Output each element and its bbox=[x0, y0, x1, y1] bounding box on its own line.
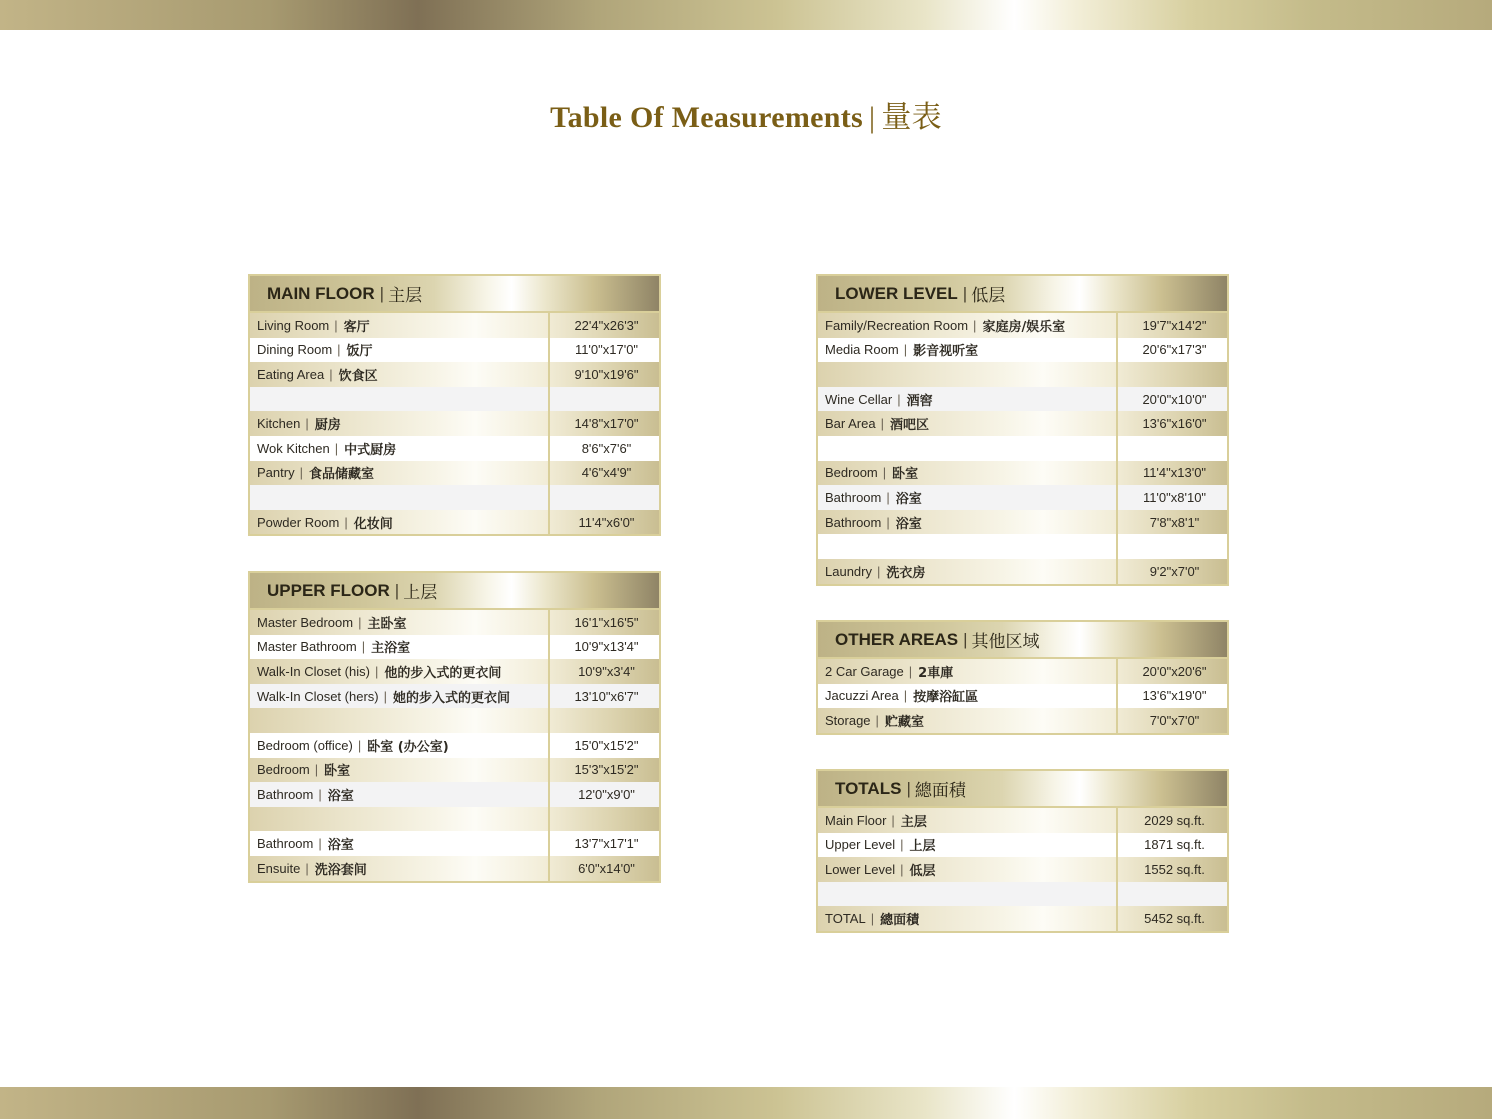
room-name-en: Walk-In Closet (his) bbox=[257, 663, 370, 679]
dimension-cell: 9'2"x7'0" bbox=[1149, 563, 1200, 579]
room-name-zh: 卧室 bbox=[892, 467, 919, 483]
room-name-cell bbox=[818, 906, 1118, 931]
table-title-en: UPPER FLOOR bbox=[267, 580, 390, 600]
room-name-cell bbox=[250, 485, 550, 510]
room-name-cell bbox=[818, 436, 1118, 461]
table-header bbox=[250, 573, 659, 610]
table-row bbox=[818, 510, 1227, 535]
dimension-cell: 10'9"x13'4" bbox=[574, 639, 639, 655]
dimension-cell: 11'0"x8'10" bbox=[1142, 489, 1207, 505]
room-name-en: Bedroom bbox=[257, 762, 310, 778]
room-name-cell bbox=[250, 684, 550, 709]
room-name-en: Bar Area bbox=[825, 416, 876, 432]
dimension-cell: 22'4"x26'3" bbox=[574, 317, 639, 333]
name-separator: | bbox=[908, 663, 913, 679]
room-name-en: Master Bathroom bbox=[257, 639, 357, 655]
table-body bbox=[818, 808, 1227, 931]
room-name-en: Storage bbox=[825, 712, 871, 728]
header-separator: | bbox=[394, 580, 400, 600]
room-name-zh: 按摩浴缸區 bbox=[913, 690, 979, 706]
header-separator: | bbox=[379, 283, 385, 303]
table-title-en: OTHER AREAS bbox=[835, 629, 959, 649]
table-title-zh: 其他区域 bbox=[971, 632, 1040, 652]
table-row bbox=[250, 362, 659, 387]
table-row bbox=[250, 807, 659, 832]
table-row bbox=[818, 833, 1227, 858]
dimension-cell bbox=[550, 485, 659, 510]
room-name-en: Living Room bbox=[257, 317, 330, 333]
dimension-cell: 5452 sq.ft. bbox=[1144, 911, 1205, 927]
room-name-cell bbox=[818, 833, 1118, 858]
dimension-cell: 20'6"x17'3" bbox=[1142, 342, 1207, 358]
table-row bbox=[250, 411, 659, 436]
room-name-zh: 總面積 bbox=[880, 913, 920, 929]
table-title-zh: 低层 bbox=[971, 286, 1006, 306]
room-name-zh: 浴室 bbox=[327, 838, 354, 854]
name-separator: | bbox=[891, 812, 895, 828]
room-name-en: Family/Recreation Room bbox=[825, 317, 969, 333]
table-row bbox=[818, 485, 1227, 510]
dimension-cell bbox=[1118, 534, 1227, 559]
dimension-cell: 13'6"x16'0" bbox=[1142, 416, 1207, 432]
page-title bbox=[0, 92, 1492, 136]
room-name-cell bbox=[250, 659, 550, 684]
table-row bbox=[818, 411, 1227, 436]
dimension-cell: 4'6"x4'9" bbox=[581, 465, 632, 481]
page-title-zh: 量表 bbox=[881, 100, 942, 135]
room-name-zh: 主浴室 bbox=[371, 641, 411, 657]
name-separator: | bbox=[361, 639, 366, 655]
name-separator: | bbox=[886, 514, 890, 530]
room-name-zh: 主卧室 bbox=[367, 616, 407, 632]
table-row bbox=[818, 906, 1227, 931]
name-separator: | bbox=[903, 342, 908, 358]
room-name-zh: 化妆间 bbox=[353, 516, 393, 532]
room-name-cell bbox=[818, 485, 1118, 510]
name-separator: | bbox=[374, 663, 379, 679]
dimension-cell: 8'6"x7'6" bbox=[581, 440, 632, 456]
table-row bbox=[250, 708, 659, 733]
dimension-cell: 19'7"x14'2" bbox=[1142, 317, 1207, 333]
room-name-cell bbox=[818, 362, 1118, 387]
table-row bbox=[250, 659, 659, 684]
room-name-en: Wok Kitchen bbox=[257, 440, 330, 456]
table-row bbox=[818, 857, 1227, 882]
dimension-cell: 7'8"x8'1" bbox=[1149, 514, 1200, 530]
table-row bbox=[818, 338, 1227, 363]
table-row bbox=[250, 733, 659, 758]
name-separator: | bbox=[318, 836, 322, 852]
room-name-zh: 她的步入式的更衣间 bbox=[393, 690, 511, 706]
room-name-cell bbox=[250, 782, 550, 807]
room-name-cell bbox=[818, 857, 1118, 882]
room-name-cell bbox=[250, 362, 550, 387]
dimension-cell bbox=[1118, 436, 1227, 461]
dimension-cell: 20'0"x20'6" bbox=[1142, 663, 1207, 679]
name-separator: | bbox=[870, 911, 875, 927]
room-name-en: Main Floor bbox=[825, 812, 887, 828]
table-body bbox=[250, 610, 659, 881]
room-name-en: Master Bedroom bbox=[257, 614, 354, 630]
room-name-en: Upper Level bbox=[825, 837, 896, 853]
room-name-en: Jacuzzi Area bbox=[825, 688, 899, 704]
table-row bbox=[250, 782, 659, 807]
room-name-en: Dining Room bbox=[257, 342, 333, 358]
dimension-cell: 16'1"x16'5" bbox=[574, 614, 639, 630]
name-separator: | bbox=[875, 712, 879, 728]
header-separator: | bbox=[906, 778, 911, 798]
table-body bbox=[818, 659, 1227, 733]
table-row bbox=[250, 758, 659, 783]
room-name-zh: 酒吧区 bbox=[889, 418, 929, 434]
room-name-en: Eating Area bbox=[257, 366, 325, 382]
table-header bbox=[818, 276, 1227, 313]
table-body bbox=[250, 313, 659, 534]
room-name-en: Media Room bbox=[825, 342, 899, 358]
room-name-en: Bedroom (office) bbox=[257, 737, 353, 753]
room-name-zh: 浴室 bbox=[327, 788, 354, 804]
name-separator: | bbox=[876, 563, 881, 579]
name-separator: | bbox=[334, 440, 339, 456]
room-name-zh: 卧室 bbox=[324, 764, 351, 780]
room-name-cell bbox=[250, 610, 550, 635]
dimension-cell: 13'7"x17'1" bbox=[574, 836, 639, 852]
room-name-en: Ensuite bbox=[257, 860, 301, 876]
table-row bbox=[818, 684, 1227, 709]
table-title-en: LOWER LEVEL bbox=[835, 283, 958, 303]
table-row bbox=[250, 831, 659, 856]
table-title-en: TOTALS bbox=[835, 778, 902, 798]
room-name-en: Kitchen bbox=[257, 416, 301, 432]
room-name-cell bbox=[818, 559, 1118, 584]
dimension-cell bbox=[550, 708, 659, 733]
room-name-zh: 卧室 (办公室) bbox=[367, 739, 449, 755]
room-name-cell bbox=[818, 534, 1118, 559]
room-name-zh: 厨房 bbox=[314, 418, 341, 434]
table-row bbox=[250, 856, 659, 881]
room-name-zh: 家庭房/娱乐室 bbox=[982, 319, 1066, 335]
dimension-cell bbox=[1118, 362, 1227, 387]
top-gold-band bbox=[0, 0, 1492, 30]
dimension-cell: 12'0"x9'0" bbox=[578, 786, 635, 802]
room-name-en: Laundry bbox=[825, 563, 872, 579]
table-body bbox=[818, 313, 1227, 584]
room-name-cell bbox=[250, 338, 550, 363]
page-title-en: Table Of Measurements bbox=[550, 101, 864, 134]
page-title-separator: | bbox=[869, 101, 876, 134]
name-separator: | bbox=[299, 465, 303, 481]
dimension-cell: 9'10"x19'6" bbox=[574, 366, 639, 382]
name-separator: | bbox=[383, 688, 387, 704]
table-header bbox=[818, 622, 1227, 659]
table-row bbox=[250, 510, 659, 535]
table-row bbox=[818, 882, 1227, 907]
table-row bbox=[250, 635, 659, 660]
table-title-en: MAIN FLOOR bbox=[267, 283, 375, 303]
table-row bbox=[818, 387, 1227, 412]
dimension-cell bbox=[550, 807, 659, 832]
room-name-cell bbox=[250, 510, 550, 535]
table-header bbox=[818, 771, 1227, 808]
table-row bbox=[818, 362, 1227, 387]
room-name-cell bbox=[250, 411, 550, 436]
dimension-cell: 2029 sq.ft. bbox=[1144, 812, 1205, 828]
room-name-zh: 上层 bbox=[909, 839, 936, 855]
room-name-cell bbox=[250, 831, 550, 856]
room-name-en: Powder Room bbox=[257, 514, 340, 530]
room-name-cell bbox=[250, 733, 550, 758]
dimension-cell: 7'0"x7'0" bbox=[1149, 712, 1200, 728]
table-row bbox=[818, 313, 1227, 338]
table-totals bbox=[816, 769, 1229, 933]
name-separator: | bbox=[882, 465, 887, 481]
table-other-areas bbox=[816, 620, 1229, 735]
table-title-zh: 總面積 bbox=[914, 781, 966, 801]
room-name-cell bbox=[818, 708, 1118, 733]
dimension-cell: 15'0"x15'2" bbox=[574, 737, 639, 753]
room-name-zh: 浴室 bbox=[895, 516, 922, 532]
room-name-zh: 2車庫 bbox=[918, 665, 954, 681]
room-name-en: Pantry bbox=[257, 465, 295, 481]
room-name-cell bbox=[250, 387, 550, 412]
room-name-en: Bathroom bbox=[257, 786, 314, 802]
room-name-en: 2 Car Garage bbox=[825, 663, 904, 679]
dimension-cell: 11'0"x17'0" bbox=[574, 342, 639, 358]
room-name-cell bbox=[818, 510, 1118, 535]
name-separator: | bbox=[903, 688, 908, 704]
table-row bbox=[818, 534, 1227, 559]
table-upper-floor bbox=[248, 571, 661, 883]
room-name-cell bbox=[250, 635, 550, 660]
table-row bbox=[250, 387, 659, 412]
table-row bbox=[818, 659, 1227, 684]
dimension-cell: 11'4"x6'0" bbox=[578, 514, 635, 530]
room-name-en: Bathroom bbox=[825, 489, 882, 505]
table-title-zh: 上层 bbox=[403, 583, 438, 603]
room-name-en: Walk-In Closet (hers) bbox=[257, 688, 379, 704]
table-lower-level bbox=[816, 274, 1229, 586]
name-separator: | bbox=[305, 416, 309, 432]
name-separator: | bbox=[329, 366, 333, 382]
room-name-zh: 洗浴套间 bbox=[314, 862, 367, 878]
room-name-zh: 饮食区 bbox=[338, 368, 378, 384]
name-separator: | bbox=[305, 860, 309, 876]
room-name-zh: 饭厅 bbox=[346, 344, 373, 360]
name-separator: | bbox=[344, 514, 348, 530]
name-separator: | bbox=[880, 416, 884, 432]
room-name-cell bbox=[818, 659, 1118, 684]
name-separator: | bbox=[314, 762, 319, 778]
room-name-zh: 浴室 bbox=[895, 491, 922, 507]
room-name-cell bbox=[250, 758, 550, 783]
room-name-cell bbox=[250, 807, 550, 832]
header-separator: | bbox=[962, 283, 968, 303]
room-name-zh: 他的步入式的更衣间 bbox=[384, 665, 502, 681]
dimension-cell: 11'4"x13'0" bbox=[1142, 465, 1207, 481]
room-name-zh: 食品储藏室 bbox=[308, 467, 374, 483]
table-header bbox=[250, 276, 659, 313]
room-name-cell bbox=[250, 313, 550, 338]
room-name-cell bbox=[818, 411, 1118, 436]
room-name-cell bbox=[818, 684, 1118, 709]
table-row bbox=[250, 610, 659, 635]
table-title-zh: 主层 bbox=[388, 286, 423, 306]
room-name-cell bbox=[818, 338, 1118, 363]
room-name-cell bbox=[818, 313, 1118, 338]
room-name-cell bbox=[818, 387, 1118, 412]
room-name-en: Bathroom bbox=[825, 514, 882, 530]
room-name-zh: 贮藏室 bbox=[884, 714, 924, 730]
table-row bbox=[818, 436, 1227, 461]
name-separator: | bbox=[337, 342, 341, 358]
name-separator: | bbox=[886, 489, 890, 505]
table-row bbox=[250, 313, 659, 338]
table-row bbox=[818, 559, 1227, 584]
dimension-cell: 1871 sq.ft. bbox=[1144, 837, 1205, 853]
name-separator: | bbox=[897, 391, 901, 407]
room-name-zh: 低层 bbox=[909, 863, 936, 879]
name-separator: | bbox=[357, 737, 362, 753]
room-name-cell bbox=[250, 461, 550, 486]
name-separator: | bbox=[334, 317, 338, 333]
dimension-cell: 15'3"x15'2" bbox=[574, 762, 639, 778]
table-row bbox=[250, 461, 659, 486]
dimension-cell: 1552 sq.ft. bbox=[1144, 861, 1205, 877]
room-name-en: Wine Cellar bbox=[825, 391, 893, 407]
room-name-cell bbox=[818, 808, 1118, 833]
name-separator: | bbox=[900, 861, 904, 877]
table-main-floor bbox=[248, 274, 661, 536]
table-row bbox=[250, 338, 659, 363]
dimension-cell: 14'8"x17'0" bbox=[574, 416, 639, 432]
table-row bbox=[818, 708, 1227, 733]
room-name-cell bbox=[250, 436, 550, 461]
bottom-gold-band bbox=[0, 1087, 1492, 1119]
room-name-zh: 洗衣房 bbox=[886, 565, 926, 581]
room-name-en: TOTAL bbox=[825, 911, 866, 927]
table-row bbox=[250, 485, 659, 510]
table-row bbox=[818, 461, 1227, 486]
room-name-en: Bathroom bbox=[257, 836, 314, 852]
room-name-cell bbox=[250, 856, 550, 881]
table-row bbox=[250, 684, 659, 709]
table-row bbox=[818, 808, 1227, 833]
room-name-cell bbox=[250, 708, 550, 733]
dimension-cell: 13'6"x19'0" bbox=[1142, 688, 1207, 704]
name-separator: | bbox=[318, 786, 322, 802]
dimension-cell bbox=[1118, 882, 1227, 907]
name-separator: | bbox=[973, 317, 977, 333]
room-name-en: Bedroom bbox=[825, 465, 878, 481]
name-separator: | bbox=[900, 837, 904, 853]
header-separator: | bbox=[963, 629, 968, 649]
room-name-cell bbox=[818, 461, 1118, 486]
name-separator: | bbox=[358, 614, 362, 630]
room-name-cell bbox=[818, 882, 1118, 907]
dimension-cell: 10'9"x3'4" bbox=[578, 663, 635, 679]
room-name-en: Lower Level bbox=[825, 861, 896, 877]
dimension-cell bbox=[550, 387, 659, 412]
room-name-zh: 客厅 bbox=[343, 319, 370, 335]
room-name-zh: 酒窖 bbox=[906, 393, 933, 409]
dimension-cell: 13'10"x6'7" bbox=[574, 688, 639, 704]
dimension-cell: 20'0"x10'0" bbox=[1142, 391, 1207, 407]
room-name-zh: 中式厨房 bbox=[344, 442, 397, 458]
room-name-zh: 主层 bbox=[900, 814, 927, 830]
table-row bbox=[250, 436, 659, 461]
room-name-zh: 影音视听室 bbox=[913, 344, 979, 360]
dimension-cell: 6'0"x14'0" bbox=[578, 860, 635, 876]
